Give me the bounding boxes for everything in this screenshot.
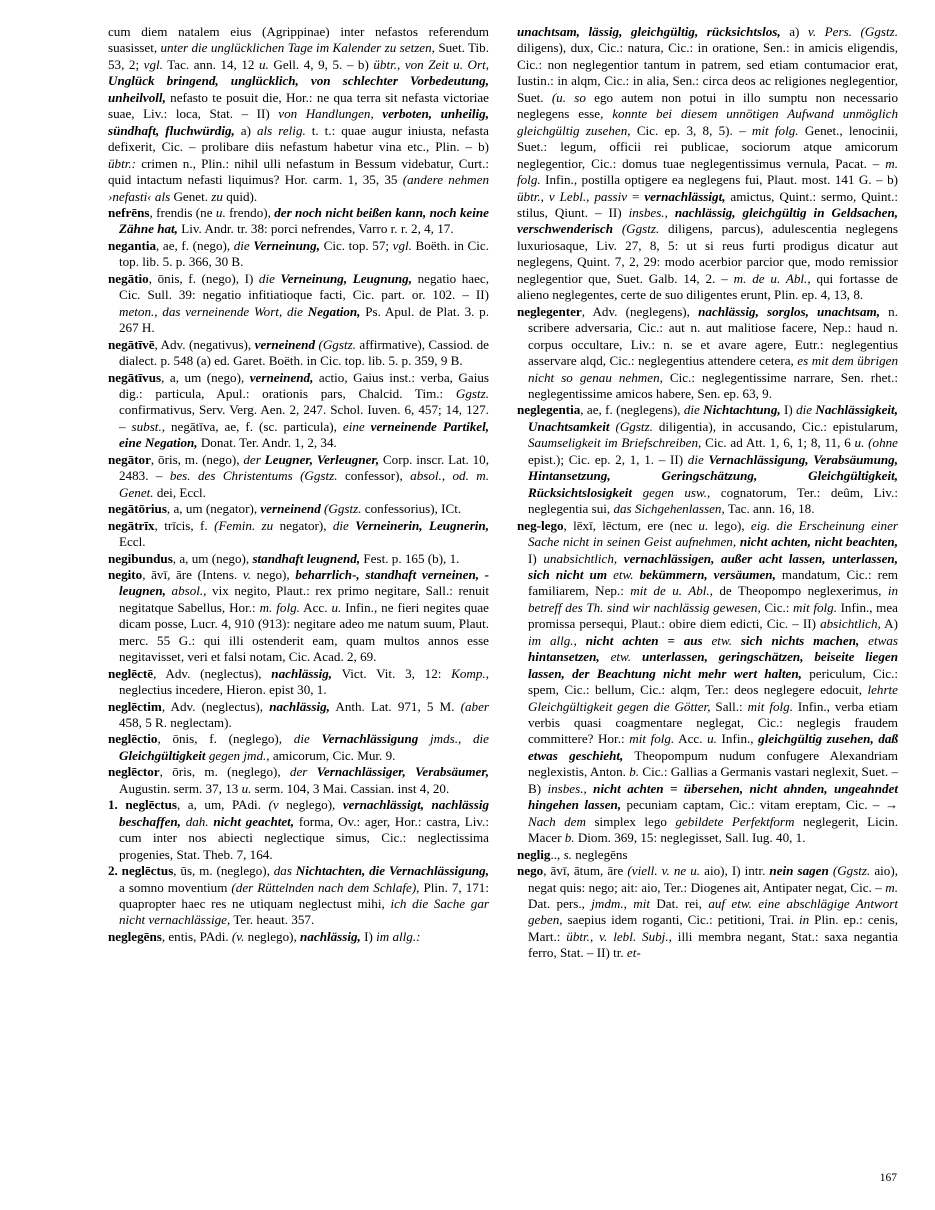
dictionary-entry: neglegenter, Adv. (neglegens), nachlässig, sorglos, unachtsam, n. scribere adversaria, Cic.: aut n. aut malitiose facere, Nep.: haud n. corpus occultare, Liv.: n. se et avare agere, Eutr.: neglegentius asservare alqd, Cic.: neglegentius attendere cetera, es mit dem übrigen nicht so genau nehmen, Cic.: neglegentissime narrare, Sen. rhet.: neglegentissime amicos habere, Sen. ep. 63, 9. [517, 303, 899, 401]
dictionary-entry: 1. neglēctus, a, um, PAdi. (v neglego), vernachlässigt, nachlässig beschaffen, dah. nicht geachtet, forma, Ov.: ager, Hor.: castra, Liv.: cum inter nos abiecti neglectique simus, Cic.: neglectissima progenies, Stat. Theb. 7, 164. [108, 797, 490, 862]
dictionary-entry: negito, āvī, āre (Intens. v. nego), beharrlich-, standhaft verneinen, -leugnen, absol., vix negito, Plaut.: rex primo negitare, Sall.: renuit negitatque Sabellus, Hor.: m. folg. Acc. u. Infin., ne fieri negites quae dicam posse, Lucr. 4, 910 (913): negitare adeo me natum suum, Plaut. merc. 55 G.: qui illi ostenderit eam, quam multos annos esse negitavisset, veri et falsi notam, Cic. Acad. 2, 69. [108, 566, 489, 665]
dictionary-entry: 2. neglēctus, ūs, m. (neglego), das Nichtachten, die Vernachlässigung, a somno moventium (der Rüttelnden nach dem Schlafe), Plin. 7, 171: quapropter haec res ne utiquam neglectust mihi, ich die Sache gar nicht vernachlässige, Ter. heaut. 357. [108, 863, 489, 928]
dictionary-entry: nego, āvī, ātum, āre (viell. v. ne u. aio), I) intr. nein sagen (Ggstz. aio), negat quis: nego; ait: aio, Ter.: Diogenes ait, Antipater negat, Cic. – m. Dat. pers., jmdm., mit Dat. rei, auf etw. eine abschlägige Antwort geben, saepius idem roganti, Cic.: petitioni, Trai. in Plin. ep.: cenis, Mart.: übtr., v. lebl. Subj., illi membra negant, Stat.: saxa negantia ferro, Stat. – II) tr. et- [517, 863, 898, 961]
dictionary-entry: neglig.., s. neglegēns [517, 846, 628, 862]
entry-continuation: cum diem natalem eius (Agrippinae) inter nefastos referendum suasisset, unter die unglücklichen Tage im Kalender zu setzen, Suet. Tib. 53, 2; vgl. Tac. ann. 14, 12 u. Gell. 4, 9, 5. – b) übtr., von Zeit u. Ort, Unglück bringend, unglücklich, von schlechter Vorbedeutung, unheilvoll, nefasto te posuit die, Hor.: ne qua terra sit nefasta victoriae suae, Liv.: loca, Stat. – II) von Handlungen, verboten, unheilig, sündhaft, fluchwürdig, a) als relig. t. t.: quae augur iniusta, nefasta defixerit, Cic. – prolibare diis nefastum habetur vina etc., Plin. – b) übtr.: crimen n., Plin.: nihil ulli nefastum in Bessum videbatur, Curt.: quid intactum nefasti liquimus? Hor. carm. 1, 35, 35 (andere nehmen ›nefasti‹ als Genet. zu quid). [108, 24, 490, 204]
dictionary-entry: negantia, ae, f. (nego), die Verneinung, Cic. top. 57; vgl. Boëth. in Cic. top. lib. 5. p. 366, 30 B. [108, 237, 489, 270]
dictionary-entry: negātio, ōnis, f. (nego), I) die Verneinung, Leugnung, negatio haec, Cic. Sull. 39: negatio infitiatioque facti, Cic. part. or. 102. – II) meton., das verneinende Wort, die Negation, Ps. Apul. de Plat. 3. p. 267 H. [108, 270, 490, 336]
dictionary-entry: neglēctio, ōnis, f. (neglego), die Vernachlässigung jmds., die Gleichgültigkeit gegen jmd., amicorum, Cic. Mur. 9. [108, 731, 489, 763]
two-column-body [108, 24, 898, 1164]
dictionary-entry: neg-lego, lēxī, lēctum, ere (nec u. lego), eig. die Erscheinung einer Sache nicht in seinen Geist aufnehmen, nicht achten, nicht beachten, I) unabsichtlich, vernachlässigen, außer acht lassen, unterlassen, sich nicht um etw. bekümmern, versäumen, mandatum, Cic.: rem familiarem, Nep.: mit de u. Abl., de Theopompo neglexerimus, in betreff des Th. sind wir nachlässig gewesen, Cic.: mit folg. Infin., mea promissa persequi, Plaut.: obire diem edicti, Cic. – II) absichtlich, A) im allg., nicht achten = aus etw. sich nichts machen, etwas hintansetzen, etw. unterlassen, geringschätzen, beiseite liegen lassen, der Beachtung nicht mehr wert halten, periculum, Cic.: spem, Cic.: bellum, Cic.: alqm, Ter.: deos neglegere edocuit, lehrte Gleichgültigkeit gegen die Götter, Sall.: mit folg. Infin., verba etiam verbis quasi coagmentare neglegat, Cic.: neglegis fraudem committere? Hor.: mit folg. Acc. u. Infin., gleichgültig zusehen, daß etwas geschieht, Theopompum nudum confugere Alexandriam neglexistis, Anton. b. Cic.: Gallias a Germanis vastari neglexit, Suet. – B) insbes., nicht achten = übersehen, nicht ahnden, ungeahndet hingehen lassen, pecuniam captam, Cic.: vitam ereptam, Cic. – → Nach dem simplex lego gebildete Perfektform neglegerit, Licin. Macer b. Diom. 369, 15: neglegisset, Sall. Iug. 40, 1. [517, 517, 899, 846]
dictionary-entry: neglegēns, entis, PAdi. (v. neglego), nachlässig, I) im allg.: [108, 928, 421, 944]
dictionary-entry: nefrēns, frendis (ne u. frendo), der noch nicht beißen kann, noch keine Zähne hat, Liv. Andr. tr. 38: porci nefrendes, Varro r. r. 2, 4, 17. [108, 204, 489, 237]
dictionary-entry: neglēctim, Adv. (neglectus), nachlässig, Anth. Lat. 971, 5 M. (aber 458, 5 R. neglectam). [108, 698, 489, 731]
dictionary-entry: neglegentia, ae, f. (neglegens), die Nichtachtung, I) die Nachlässigkeit, Unachtsamkeit (Ggstz. diligentia), in accusando, Cic.: epistularum, Saumseligkeit im Briefschreiben, Cic. ad Att. 1, 6, 1; 8, 11, 6 u. (ohne epist.); Cic. ep. 2, 1, 1. – II) die Vernachlässigung, Verabsäumung, Hintansetzung, Geringschätzung, Gleichgültigkeit, Rücksichtslosigkeit gegen usw., cognatorum, Ter.: deûm, Liv.: neglegentia sui, das Sichgehenlassen, Tac. ann. 16, 18. [517, 402, 898, 517]
dictionary-entry: negātrīx, trīcis, f. (Femin. zu negator), die Verneinerin, Leugnerin, Eccl. [108, 517, 489, 550]
right-text-column [517, 24, 898, 1164]
entry-continuation: unachtsam, lässig, gleichgültig, rücksichtslos, a) v. Pers. (Ggstz. diligens), dux, Cic.: natura, Cic.: in oratione, Sen.: in amicis eligendis, Cic.: non neglegentior tantum in patrem, sed etiam contumacior erat, Iustin.: in alqm, Cic.: in alia, Sen.: circa deos ac religiones neglegentior, Suet. (u. so ego autem non potui in illo sumptu non necessario neglegens esse, konnte bei diesem unnötigen Aufwand unmöglich gleichgültig zusehen, Cic. ep. 3, 8, 5). – mit folg. Genet., lenocinii, Suet.: legum, officii rei publicae, sociorum atque amicorum neglegentior, Cic.: domus tuae neglegentissimus vernula, Pacat. – m. folg. Infin., postilla optigere ea neglegens fui, Plaut. most. 141 G. – b) übtr., v Lebl., passiv = vernachlässigt, amictus, Quint.: sermo, Quint.: stilus, Qiunt. – II) insbes., nachlässig, gleichgültig in Geldsachen, verschwenderisch (Ggstz. diligens, parcus), adulescentia neglegens luxuriosaque, Liv. 27, 8, 5: ut si reus furti prodigus dicatur aut neglegens, Quint. 7, 2, 29: modo acerbior parcior que, modo remissior neglegentior que, Suet. Galb. 14, 2. – m. de u. Abl., qui fortasse de alieno neglegentes, certe de suo diligentes erunt, Plin. ep. 4, 13, 8. [517, 24, 899, 303]
left-text-column [108, 24, 489, 1164]
page-number: 167 [879, 1172, 897, 1184]
dictionary-entry: neglēctē, Adv. (neglectus), nachlässig, Vict. Vit. 3, 12: Komp., neglectius incedere, Hieron. epist 30, 1. [108, 665, 489, 698]
dictionary-entry: negātīvē, Adv. (negativus), verneinend (Ggstz. affirmative), Cassiod. de dialect. p. 548 (a) ed. Garet. Boëth. in Cic. top. lib. 5. p. 359, 9 B. [108, 336, 489, 369]
dictionary-entry: negātōrius, a, um (negator), verneinend (Ggstz. confessorius), ICt. [108, 501, 462, 517]
dictionary-entry: negātor, ōris, m. (nego), der Leugner, Verleugner, Corp. inscr. Lat. 10, 2483. – bes. des Christentums (Ggstz. confessor), absol., od. m. Genet. dei, Eccl. [108, 451, 490, 500]
dictionary-entry: negātīvus, a, um (nego), verneinend, actio, Gaius inst.: verba, Gaius dig.: particula, Apul.: orationis pars, Chalcid. Tim.: Ggstz. confirmativus, Serv. Verg. Aen. 2, 247. Schol. Iuven. 6, 457; 14, 127. – subst., negātīva, ae, f. (sc. particula), eine verneinende Partikel, eine Negation, Donat. Ter. Andr. 1, 2, 34. [108, 369, 490, 451]
dictionary-entry: neglēctor, ōris, m. (neglego), der Vernachlässiger, Verabsäumer, Augustin. serm. 37, 13 u. serm. 104, 3 Mai. Cassian. inst 4, 20. [108, 764, 489, 796]
dictionary-entry: negibundus, a, um (nego), standhaft leugnend, Fest. p. 165 (b), 1. [108, 550, 460, 566]
